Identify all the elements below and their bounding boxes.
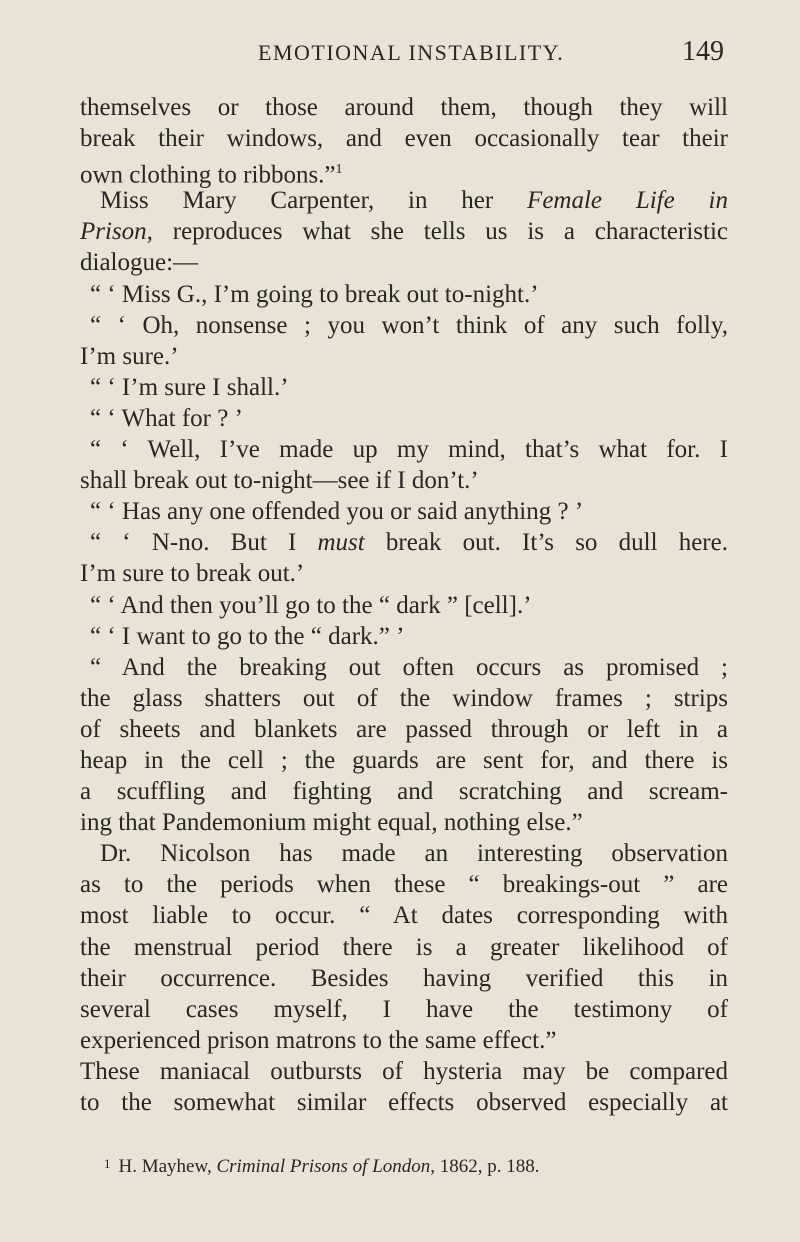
dialogue-line: [80, 527, 728, 558]
footnote-citation: 1862, p. 188.: [435, 1156, 540, 1177]
dialogue-line: “ ‘ I want to go to the “ dark.” ’: [90, 622, 405, 650]
dialogue-line: “ ‘ Miss G., I’m going to break out to-night.’: [90, 280, 539, 308]
text-line: the menstrual period there is a greater likelihood of: [80, 933, 728, 961]
dialogue-line: “ ‘ Has any one offended you or said anything ? ’: [90, 498, 584, 526]
dialogue-line: “ ‘ What for ? ’: [90, 404, 243, 432]
text-line: to the somewhat similar effects observed especially at: [80, 1089, 728, 1116]
text-line: dialogue:—: [80, 249, 199, 277]
page-number: 149: [682, 36, 724, 67]
text-span: break out. It’s so dull here.: [364, 529, 728, 557]
dialogue-line: I’m sure.’: [80, 342, 179, 370]
text-span: “ ‘ N-no. But I: [90, 529, 318, 557]
dialogue-line: “ ‘ Oh, nonsense ; you won’t think of any such folly,: [90, 311, 728, 339]
text-line: of sheets and blankets are passed through or left in a: [80, 715, 728, 743]
footnote-marker: 1: [104, 1156, 111, 1171]
text-line: a scuffling and fighting and scratching and scream-: [80, 778, 728, 806]
body-text: [80, 92, 728, 1118]
emphasis: must: [317, 529, 365, 557]
text-line: heap in the cell ; the guards are sent for, and there is: [80, 746, 728, 774]
dialogue-line: “ ‘ And then you’ll go to the “ dark ” [cell].’: [90, 591, 532, 619]
text-line: experienced prison matrons to the same effect.”: [80, 1026, 557, 1054]
dialogue-line: I’m sure to break out.’: [80, 560, 305, 588]
text-span: Miss Mary Carpenter, in her: [100, 187, 528, 215]
text-line: [80, 154, 728, 189]
footnote-author: H. Mayhew,: [118, 1156, 217, 1177]
text-line: [80, 185, 728, 216]
text-line: [80, 216, 728, 247]
text-line: several cases myself, I have the testimony of: [80, 995, 728, 1023]
dialogue-line: shall break out to-night—see if I don’t.’: [80, 467, 479, 495]
text-line: their occurrence. Besides having verified this in: [80, 964, 728, 992]
text-line: break their windows, and even occasionally tear their: [80, 125, 728, 153]
text-span: reproduces what she tells us is a characteristic: [152, 218, 728, 246]
dialogue-line: “ ‘ Well, I’ve made up my mind, that’s what for. I: [90, 436, 728, 464]
page-header: [0, 36, 800, 76]
text-line: themselves or those around them, though they will: [80, 94, 728, 121]
text-span: own clothing to ribbons.”: [80, 161, 336, 189]
text-line: ing that Pandemonium might equal, nothing else.”: [80, 809, 583, 837]
text-line: most liable to occur. “ At dates corresponding with: [80, 902, 728, 930]
text-line: These maniacal outbursts of hysteria may be compared: [80, 1057, 728, 1085]
footnote-title: Criminal Prisons of London,: [216, 1156, 436, 1177]
book-title: Female Life in: [527, 187, 728, 215]
book-title: Prison,: [80, 218, 153, 246]
running-head: EMOTIONAL INSTABILITY.: [258, 40, 565, 65]
text-line: the glass shatters out of the window frames ; strips: [80, 684, 728, 712]
footnote: [104, 1156, 744, 1178]
footnote-reference: 1: [335, 162, 343, 178]
text-line: Dr. Nicolson has made an interesting observation: [100, 840, 728, 868]
text-line: as to the periods when these “ breakings-out ” are: [80, 871, 728, 899]
dialogue-line: “ ‘ I’m sure I shall.’: [90, 373, 289, 401]
text-line: “ And the breaking out often occurs as promised ;: [90, 653, 728, 681]
